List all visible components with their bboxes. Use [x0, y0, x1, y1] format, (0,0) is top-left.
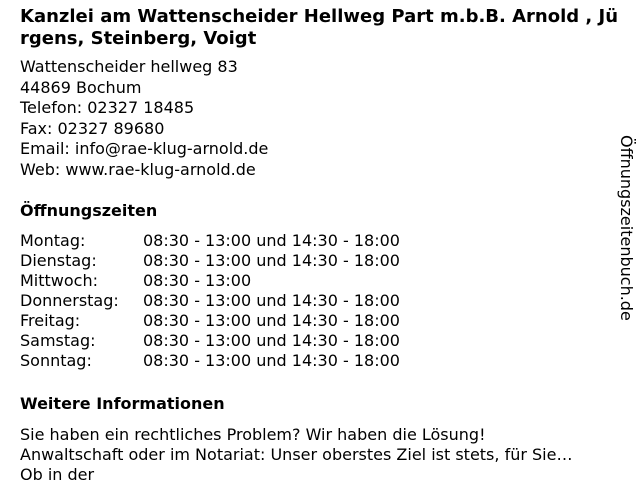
opening-hours-table	[20, 231, 620, 371]
day-label: Mittwoch:	[20, 271, 98, 290]
day-label: Montag:	[20, 231, 86, 250]
business-listing	[20, 6, 620, 485]
info-line: Ob in der	[20, 465, 95, 484]
contact-block	[20, 57, 620, 180]
hours-value: 08:30 - 13:00 und 14:30 - 18:00	[143, 311, 400, 330]
web-line	[20, 160, 620, 181]
hours-row-sunday	[20, 351, 620, 371]
business-name: Kanzlei am Wattenscheider Hellweg Part m.b.B. Arnold , Jürgens, Steinberg, Voigt	[20, 6, 619, 49]
day-label: Sonntag:	[20, 351, 92, 370]
street-address: Wattenscheider hellweg 83	[20, 57, 238, 76]
hours-row-saturday	[20, 331, 620, 351]
email-line	[20, 139, 620, 160]
opening-hours-heading: Öffnungszeiten	[20, 201, 158, 220]
hours-value: 08:30 - 13:00 und 14:30 - 18:00	[143, 251, 400, 270]
phone-label: Telefon:	[20, 98, 83, 117]
hours-value: 08:30 - 13:00	[143, 271, 252, 290]
web-link[interactable]: www.rae-klug-arnold.de	[65, 159, 256, 179]
day-label: Samstag:	[20, 331, 96, 350]
hours-value: 08:30 - 13:00 und 14:30 - 18:00	[143, 351, 400, 370]
email-label: Email:	[20, 139, 70, 158]
fax-line	[20, 119, 620, 140]
info-line: Sie haben ein rechtliches Problem? Wir haben die Lösung!	[20, 425, 486, 444]
side-brand-watermark: Öffnungszeitenbuch.de	[617, 135, 636, 321]
hours-row-tuesday	[20, 251, 620, 271]
more-info-heading: Weitere Informationen	[20, 394, 225, 413]
more-info-text	[20, 425, 620, 485]
fax-number: 02327 89680	[57, 118, 165, 138]
info-line: Anwaltschaft oder im Notariat: Unser oberstes Ziel ist stets, für Sie…	[20, 445, 573, 464]
hours-value: 08:30 - 13:00 und 14:30 - 18:00	[143, 231, 400, 250]
hours-value: 08:30 - 13:00 und 14:30 - 18:00	[143, 331, 400, 350]
hours-value: 08:30 - 13:00 und 14:30 - 18:00	[143, 291, 400, 310]
day-label: Donnerstag:	[20, 291, 119, 310]
web-label: Web:	[20, 159, 61, 179]
hours-row-friday	[20, 311, 620, 331]
hours-row-wednesday	[20, 271, 620, 291]
hours-row-thursday	[20, 291, 620, 311]
phone-line	[20, 98, 620, 119]
day-label: Freitag:	[20, 311, 81, 330]
day-label: Dienstag:	[20, 251, 97, 270]
email-link[interactable]: info@rae-klug-arnold.de	[74, 139, 269, 158]
fax-label: Fax:	[20, 118, 53, 138]
city-address: 44869 Bochum	[20, 77, 142, 97]
hours-row-monday	[20, 231, 620, 251]
phone-number[interactable]: 02327 18485	[87, 98, 195, 117]
